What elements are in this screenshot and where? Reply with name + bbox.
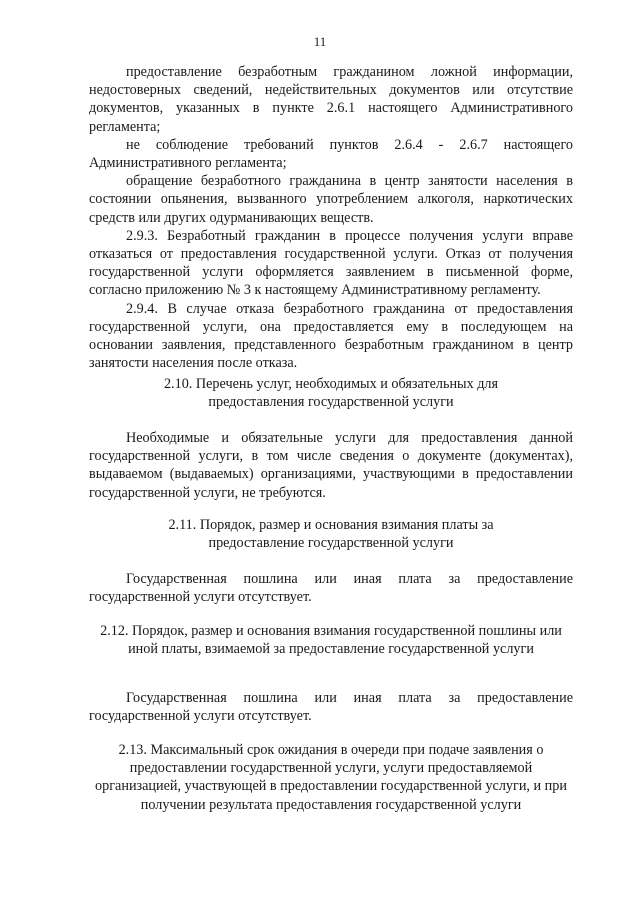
heading-2-13: 2.13. Максимальный срок ожидания в очереди при подаче заявления о предоставлении государственной услуги, услуги предоставляемой организацией, участвующей в предоставлении государственной услуги, и при получении результата предоставления государственной услуги [95,742,567,813]
section-2-10-body [89,429,573,502]
page-number: 11 [313,34,327,49]
heading-2-10: 2.10. Перечень услуг, необходимых и обязательных для предоставления государственной услуги [163,376,499,411]
paragraph-block-1 [89,63,573,372]
section-2-11-body [89,570,573,606]
paragraph-2-11: Государственная пошлина или иная плата за предоставление государственной услуги отсутствует. [89,571,573,606]
paragraph-false-information: предоставление безработным гражданином ложной информации, недостоверных сведений, недействительных документов или отсутствие документов, указанных в пункте 2.6.1 настоящего Административного регламента; [89,64,573,135]
paragraph-intoxication: обращение безработного гражданина в центр занятости населения в состоянии опьянения, вызванного употреблением алкоголя, наркотических средств или других одурманивающих веществ. [89,173,573,226]
section-2-12-body [89,689,573,725]
paragraph-2-9-4: 2.9.4. В случае отказа безработного гражданина от предоставления государственной услуги, она предоставляется ему в последующем на основании заявления, представленного безработным гражданином в центр занятости населения после отказа. [89,300,573,372]
paragraph-2-9-3: 2.9.3. Безработный гражданин в процессе получения услуги вправе отказаться от предоставления государственной услуги. Отказ от получения государственной услуги оформляется заявлением в письменной форме, согласно приложению № 3 к настоящему Административному регламенту. [89,227,573,299]
heading-2-12: 2.12. Порядок, размер и основания взимания государственной пошлины или иной платы, взимаемой за предоставление государственной услуги [100,623,562,658]
paragraph-2-10: Необходимые и обязательные услуги для предоставления данной государственной услуги, в том числе сведения о документе (документах), выдаваемом (выдаваемых) организациями, участвующими в предоставлении государственной услуги, не требуются. [89,430,573,501]
paragraph-2-12: Государственная пошлина или иная плата за предоставление государственной услуги отсутствует. [89,690,573,725]
paragraph-requirements-violation: не соблюдение требований пунктов 2.6.4 - 2.6.7 настоящего Административного регламента; [89,136,573,172]
heading-2-11: 2.11. Порядок, размер и основания взимания платы за предоставление государственной услуги [168,517,494,552]
